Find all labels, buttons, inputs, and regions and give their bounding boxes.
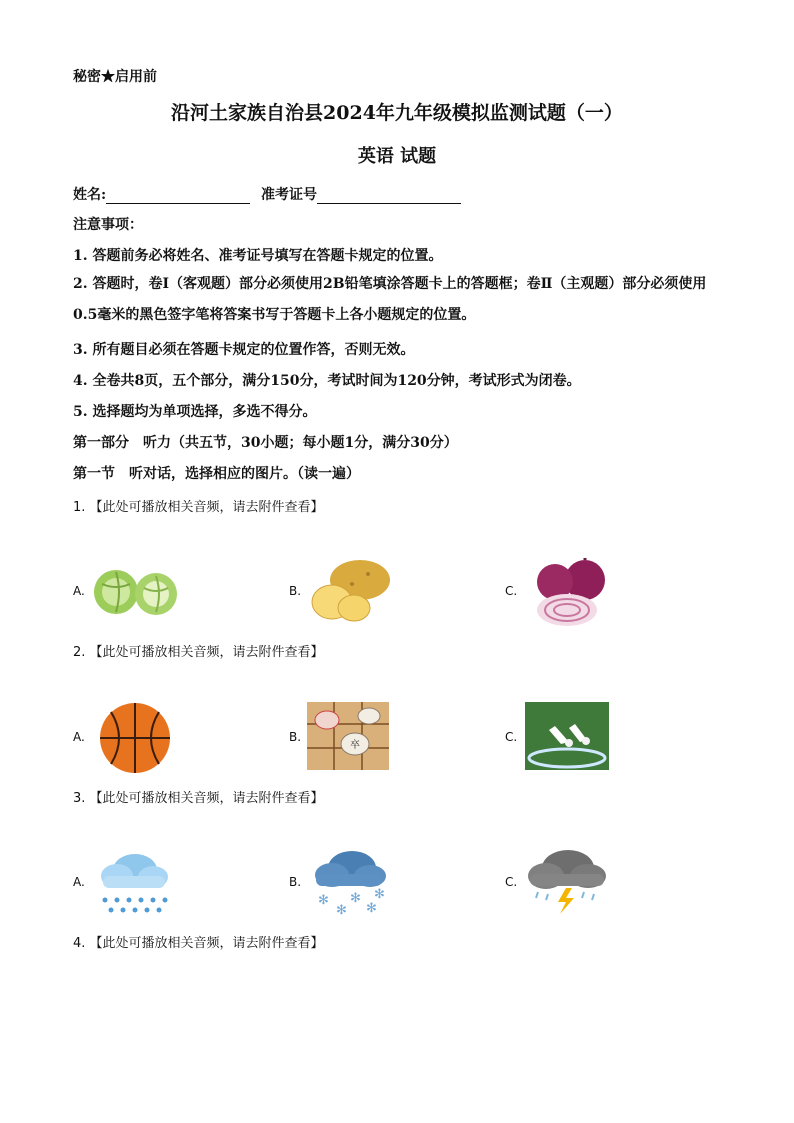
note-item-1: 1. 答题前务必将姓名、准考证号填写在答题卡规定的位置。 [73,248,443,264]
q1-option-b: B. [289,584,302,598]
note-item-2: 2. 答题时，卷Ⅰ（客观题）部分必须使用2B铅笔填涂答题卡上的答题框；卷Ⅱ（主观题）部分必须使用0.5毫米的黑色签字笔将答案书写于答题卡上各小题规定的位置。 [73,276,707,323]
name-label: 姓名: [73,187,107,203]
thunderstorm-icon [524,848,610,916]
q3-option-c: C. [505,875,518,889]
question-3-label: 3. 【此处可播放相关音频，请去附件查看】 [73,791,324,806]
basketball-icon [97,702,173,774]
q3-option-b: B. [289,875,302,889]
confidential-mark: 秘密★启用前 [73,69,157,85]
part1-heading: 第一部分 听力（共五节，30小题；每小题1分，满分30分） [73,435,458,451]
note-item-5: 5. 选择题均为单项选择，多选不得分。 [73,404,317,420]
svg-text:✻: ✻ [374,887,385,902]
rain-cloud-icon [95,850,171,914]
svg-text:✻: ✻ [336,903,347,916]
note-item-4: 4. 全卷共8页，五个部分，满分150分，考试时间为120分钟，考试形式为闭卷。 [73,373,581,389]
onion-icon [527,558,611,628]
badminton-icon [525,702,609,770]
svg-text:✻: ✻ [318,893,329,908]
q1-option-c: C. [505,584,518,598]
svg-text:卒: 卒 [350,740,360,751]
id-blank [317,188,461,204]
svg-text:✻: ✻ [366,901,377,916]
snow-cloud-icon [310,848,388,916]
note-item-3: 3. 所有题目必须在答题卡规定的位置作答，否则无效。 [73,342,415,358]
notes-heading: 注意事项： [73,217,143,233]
potato-icon [308,556,394,624]
question-4-label: 4. 【此处可播放相关音频，请去附件查看】 [73,936,324,951]
chess-icon [307,702,389,770]
exam-title: 沿河土家族自治县2024年九年级模拟监测试题（一） [171,102,623,124]
q2-option-b: B. [289,730,302,744]
subject-title: 英语 试题 [357,146,437,167]
name-row [73,184,461,204]
section1-heading: 第一节 听对话，选择相应的图片。（读一遍） [73,466,360,482]
question-1-label: 1. 【此处可播放相关音频，请去附件查看】 [73,500,324,515]
q1-option-a: A. [73,584,85,598]
name-blank [106,188,250,204]
q2-option-a: A. [73,730,85,744]
question-2-label: 2. 【此处可播放相关音频，请去附件查看】 [73,645,324,660]
q3-option-a: A. [73,875,85,889]
svg-text:✻: ✻ [350,891,361,906]
q2-option-c: C. [505,730,518,744]
id-label: 准考证号 [261,187,318,203]
cabbage-icon [92,562,180,620]
